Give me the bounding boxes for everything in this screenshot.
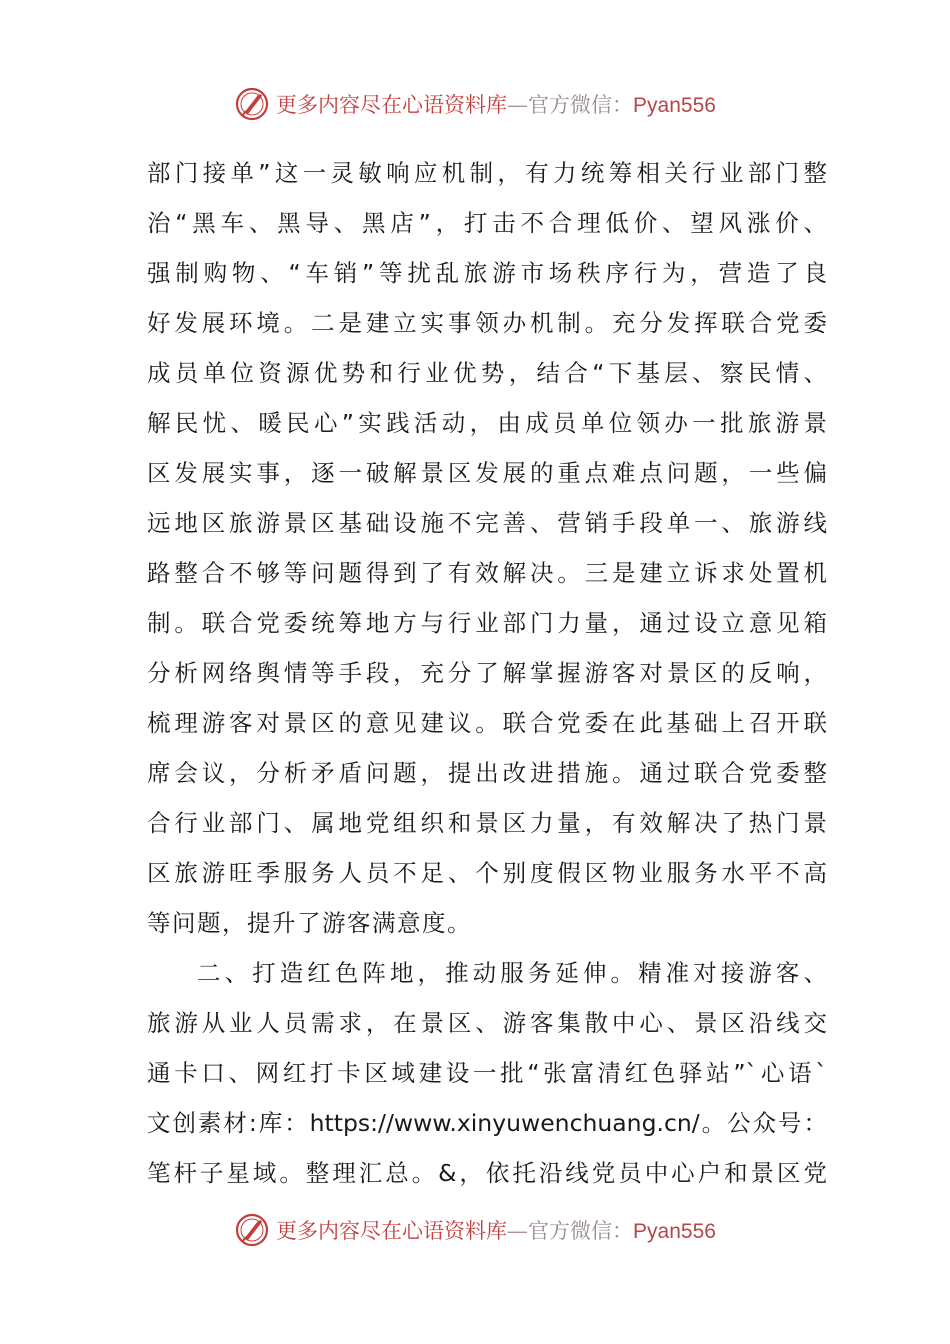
body-line: 路整合不够等问题得到了有效解决。三是建立诉求处置机 (147, 559, 827, 587)
body-line: 强制购物、“车销”等扰乱旅游市场秩序行为，营造了良 (147, 259, 827, 287)
body-line: 解民忧、暖民心”实践活动，由成员单位领办一批旅游景 (147, 409, 827, 437)
quill-logo-icon (234, 86, 270, 122)
body-line: 部门接单”这一灵敏响应机制，有力统筹相关行业部门整 (147, 159, 827, 187)
body-line: 成员单位资源优势和行业优势，结合“下基层、察民情、 (147, 359, 827, 387)
body-line: 旅游从业人员需求，在景区、游客集散中心、景区沿线交 (147, 1009, 827, 1037)
header-text (276, 89, 716, 119)
body-line: 梳理游客对景区的意见建议。联合党委在此基础上召开联 (147, 709, 827, 737)
body-line: 合行业部门、属地党组织和景区力量，有效解决了热门景 (147, 809, 827, 837)
body-line: 笔杆子星域。整理汇总。&，依托沿线党员中心户和景区党 (147, 1159, 827, 1187)
footer-text (276, 1215, 716, 1245)
header-banner (0, 84, 950, 124)
footer-wechat-id: Pyan556 (633, 1220, 716, 1243)
quill-logo-icon (234, 1212, 270, 1248)
footer-wechat-label: 官方微信： (528, 1219, 634, 1243)
body-line: 区旅游旺季服务人员不足、个别度假区物业服务水平不高 (147, 859, 827, 887)
footer-banner (0, 1210, 950, 1250)
body-line: 制。联合党委统筹地方与行业部门力量，通过设立意见箱 (147, 609, 827, 637)
body-line: 席会议，分析矛盾问题，提出改进措施。通过联合党委整 (147, 759, 827, 787)
header-site-text: 更多内容尽在心语资料库 (276, 93, 508, 117)
body-line: 等问题，提升了游客满意度。 (147, 909, 472, 937)
body-line: 区发展实事，逐一破解景区发展的重点难点问题，一些偏 (147, 459, 827, 487)
section-heading-line: 二、打造红色阵地，推动服务延伸。精准对接游客、 (197, 959, 827, 987)
header-separator: — (507, 93, 529, 117)
body-line: 文创素材:库：https://www.xinyuwenchuang.cn/。公众号： (147, 1109, 827, 1137)
document-body (147, 148, 827, 1198)
header-wechat-id: Pyan556 (633, 94, 716, 117)
body-line: 通卡口、网红打卡区域建设一批“张富清红色驿站”`心语` (147, 1059, 827, 1087)
footer-separator: — (507, 1219, 529, 1243)
body-line: 治“黑车、黑导、黑店”，打击不合理低价、望风涨价、 (147, 209, 827, 237)
body-line: 好发展环境。二是建立实事领办机制。充分发挥联合党委 (147, 309, 827, 337)
body-line: 分析网络舆情等手段，充分了解掌握游客对景区的反响， (147, 659, 827, 687)
body-line: 远地区旅游景区基础设施不完善、营销手段单一、旅游线 (147, 509, 827, 537)
header-wechat-label: 官方微信： (528, 93, 634, 117)
footer-site-text: 更多内容尽在心语资料库 (276, 1219, 508, 1243)
